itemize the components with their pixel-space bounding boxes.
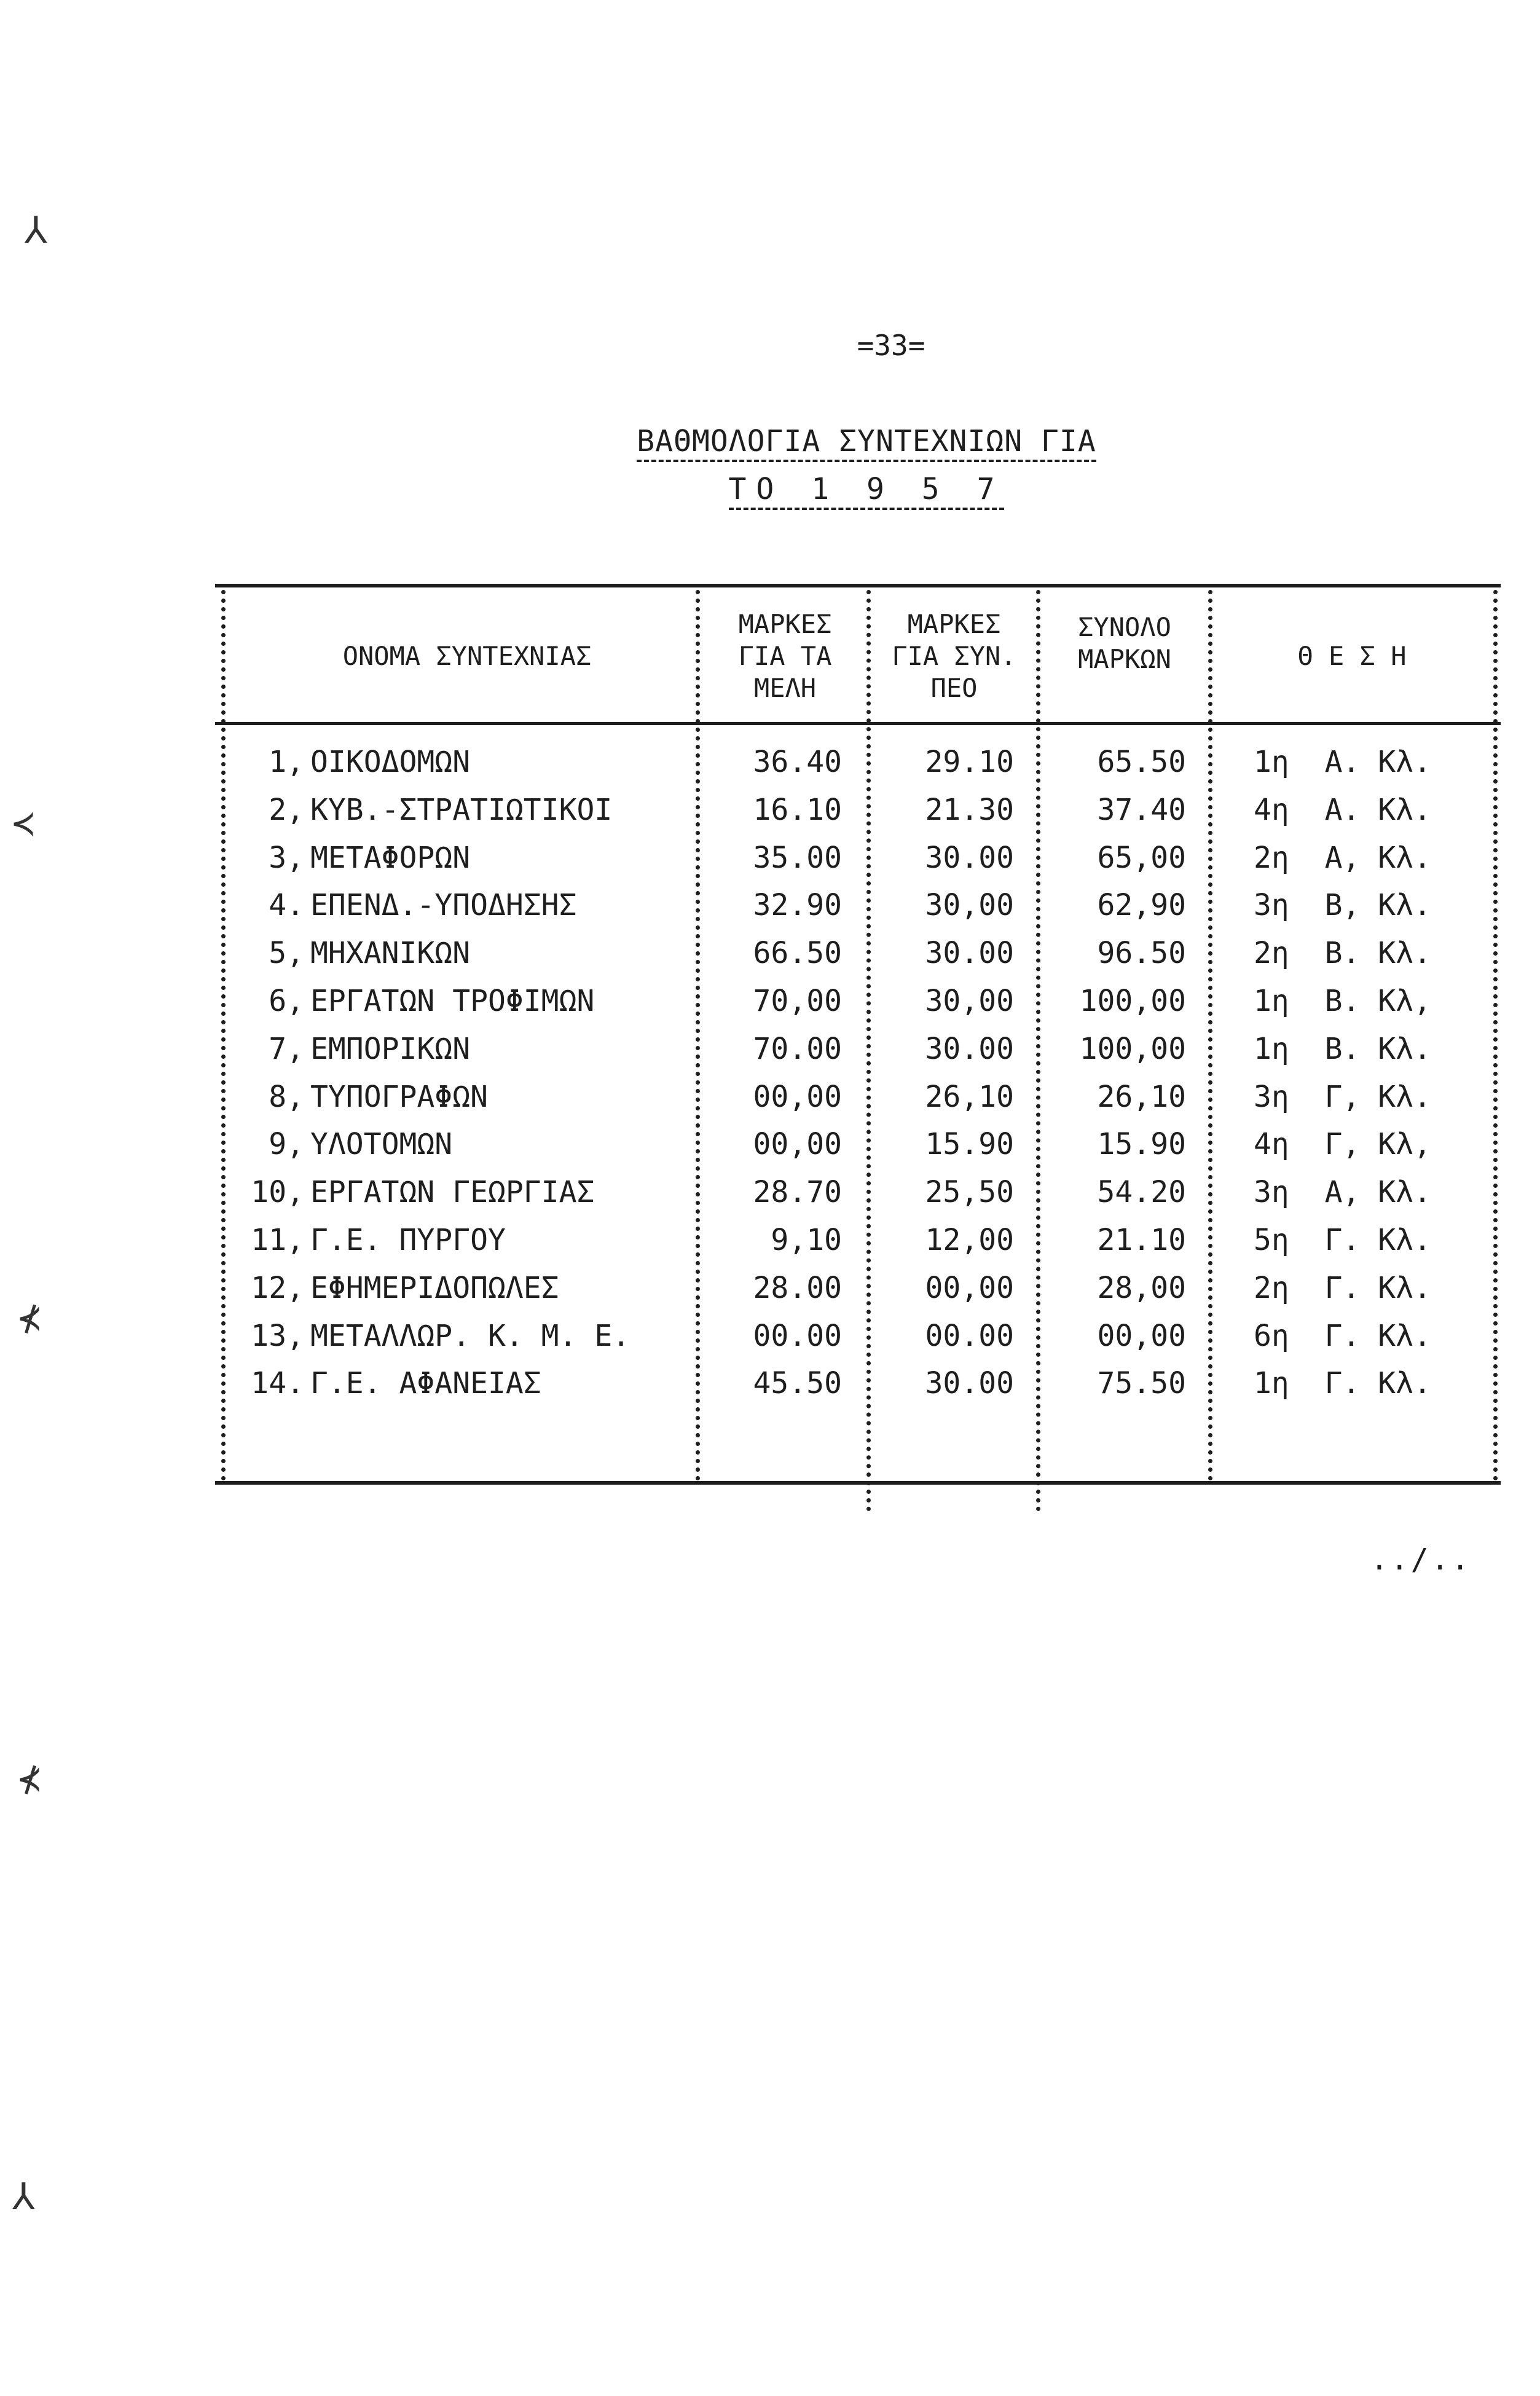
- header-name: ΟΝΟΜΑ ΣΥΝΤΕΧΝΙΑΣ: [342, 641, 592, 671]
- table-top-rule: [215, 584, 1501, 587]
- row-total: 65.50: [1097, 745, 1186, 779]
- row-position: 1η Γ. Κλ.: [1254, 1366, 1431, 1400]
- row-name: ΤΥΠΟΓΡΑΦΩΝ: [310, 1080, 488, 1114]
- row-name: Γ.Ε. ΑΦΑΝΕΙΑΣ: [310, 1366, 541, 1400]
- row-position: 4η Α. Κλ.: [1254, 793, 1431, 827]
- row-members: 28.70: [753, 1175, 842, 1209]
- row-position: 3η Γ, Κλ.: [1254, 1080, 1431, 1114]
- row-number: 3,: [269, 841, 304, 875]
- row-peo: 30.00: [925, 841, 1014, 875]
- row-total: 62,90: [1097, 888, 1186, 922]
- column-separator: [1036, 590, 1040, 1512]
- header-peo: ΜΑΡΚΕΣ ΓΙΑ ΣΥΝ. ΠΕΟ: [892, 609, 1016, 703]
- row-position: 6η Γ. Κλ.: [1254, 1319, 1431, 1353]
- column-separator: [1493, 590, 1498, 1481]
- column-separator: [866, 590, 871, 1512]
- row-number: 5,: [269, 936, 304, 970]
- row-members: 16.10: [753, 793, 842, 827]
- row-number: 7,: [269, 1032, 304, 1066]
- row-position: 3η Β, Κλ.: [1254, 888, 1431, 922]
- row-name: ΕΠΕΝΔ.-ΥΠΟΔΗΣΗΣ: [310, 888, 577, 922]
- row-members: 70,00: [753, 984, 842, 1018]
- row-position: 1η Β. Κλ,: [1254, 984, 1431, 1018]
- row-name: ΚΥΒ.-ΣΤΡΑΤΙΩΤΙΚΟΙ: [310, 793, 613, 827]
- binding-mark: ⅄: [12, 2175, 35, 2218]
- row-name: ΥΛΟΤΟΜΩΝ: [310, 1127, 453, 1161]
- row-members: 00,00: [753, 1127, 842, 1161]
- row-number: 2,: [269, 793, 304, 827]
- row-peo: 25,50: [925, 1175, 1014, 1209]
- row-peo: 21.30: [925, 793, 1014, 827]
- row-peo: 15.90: [925, 1127, 1014, 1161]
- row-number: 11,: [251, 1223, 304, 1257]
- row-peo: 30,00: [925, 984, 1014, 1018]
- row-members: 35.00: [753, 841, 842, 875]
- row-number: 9,: [269, 1127, 304, 1161]
- row-peo: 30.00: [925, 1366, 1014, 1400]
- row-name: ΕΡΓΑΤΩΝ ΓΕΩΡΓΙΑΣ: [310, 1175, 595, 1209]
- row-peo: 30.00: [925, 936, 1014, 970]
- row-total: 21.10: [1097, 1223, 1186, 1257]
- row-total: 100,00: [1079, 1032, 1186, 1066]
- row-number: 1,: [269, 745, 304, 779]
- row-position: 1η Α. Κλ.: [1254, 745, 1431, 779]
- row-peo: 29.10: [925, 745, 1014, 779]
- binding-mark: ⊀: [18, 1297, 41, 1340]
- row-total: 15.90: [1097, 1127, 1186, 1161]
- binding-mark: ⅄: [25, 209, 47, 252]
- row-total: 00,00: [1097, 1319, 1186, 1353]
- row-members: 00,00: [753, 1080, 842, 1114]
- header-position: Θ Ε Σ Η: [1297, 641, 1407, 671]
- row-number: 12,: [251, 1271, 304, 1305]
- row-number: 13,: [251, 1319, 304, 1353]
- row-total: 54.20: [1097, 1175, 1186, 1209]
- row-total: 100,00: [1079, 984, 1186, 1018]
- header-total: ΣΥΝΟΛΟ ΜΑΡΚΩΝ: [1078, 612, 1171, 674]
- row-number: 14.: [251, 1366, 304, 1400]
- row-members: 70.00: [753, 1032, 842, 1066]
- row-total: 28,00: [1097, 1271, 1186, 1305]
- row-position: 1η Β. Κλ.: [1254, 1032, 1431, 1066]
- row-number: 10,: [251, 1175, 304, 1209]
- continuation-mark: ../..: [1370, 1542, 1472, 1577]
- row-position: 2η Β. Κλ.: [1254, 936, 1431, 970]
- header-bottom-rule: [215, 722, 1501, 725]
- row-name: ΕΜΠΟΡΙΚΩΝ: [310, 1032, 471, 1066]
- row-members: 32.90: [753, 888, 842, 922]
- row-members: 45.50: [753, 1366, 842, 1400]
- row-peo: 12,00: [925, 1223, 1014, 1257]
- row-peo: 30.00: [925, 1032, 1014, 1066]
- row-position: 2η Γ. Κλ.: [1254, 1271, 1431, 1305]
- column-separator: [221, 590, 226, 1481]
- row-members: 36.40: [753, 745, 842, 779]
- row-total: 26,10: [1097, 1080, 1186, 1114]
- row-name: ΟΙΚΟΔΟΜΩΝ: [310, 745, 471, 779]
- row-members: 66.50: [753, 936, 842, 970]
- row-name: Γ.Ε. ΠΥΡΓΟΥ: [310, 1223, 506, 1257]
- table-bottom-rule: [215, 1481, 1501, 1485]
- row-number: 8,: [269, 1080, 304, 1114]
- binding-mark: ⊀: [18, 1758, 41, 1801]
- row-number: 4.: [269, 888, 304, 922]
- row-members: 28.00: [753, 1271, 842, 1305]
- table-year: ΤΟ 1 9 5 7: [590, 472, 1143, 506]
- row-position: 2η Α, Κλ.: [1254, 841, 1431, 875]
- row-total: 75.50: [1097, 1366, 1186, 1400]
- row-position: 4η Γ, Κλ,: [1254, 1127, 1431, 1161]
- row-position: 5η Γ. Κλ.: [1254, 1223, 1431, 1257]
- column-separator: [696, 590, 700, 1481]
- row-total: 65,00: [1097, 841, 1186, 875]
- row-total: 37.40: [1097, 793, 1186, 827]
- row-name: ΕΦΗΜΕΡΙΔΟΠΩΛΕΣ: [310, 1271, 559, 1305]
- row-position: 3η Α, Κλ.: [1254, 1175, 1431, 1209]
- row-number: 6,: [269, 984, 304, 1018]
- row-members: 00.00: [753, 1319, 842, 1353]
- table-title: ΒΑΘΜΟΛΟΓΙΑ ΣΥΝΤΕΧΝΙΩΝ ΓΙΑ: [590, 424, 1143, 458]
- row-members: 9,10: [771, 1223, 842, 1257]
- row-name: ΜΕΤΑΛΛΩΡ. Κ. Μ. Ε.: [310, 1319, 631, 1353]
- row-peo: 30,00: [925, 888, 1014, 922]
- row-name: ΜΕΤΑΦΟΡΩΝ: [310, 841, 471, 875]
- row-name: ΜΗΧΑΝΙΚΩΝ: [310, 936, 471, 970]
- binding-mark: ≺: [12, 802, 35, 845]
- row-peo: 00.00: [925, 1319, 1014, 1353]
- row-name: ΕΡΓΑΤΩΝ ΤΡΟΦΙΜΩΝ: [310, 984, 595, 1018]
- column-separator: [1208, 590, 1212, 1481]
- header-members: ΜΑΡΚΕΣ ΓΙΑ ΤΑ ΜΕΛΗ: [738, 609, 832, 703]
- page-number: =33=: [857, 329, 925, 362]
- row-peo: 26,10: [925, 1080, 1014, 1114]
- row-peo: 00,00: [925, 1271, 1014, 1305]
- row-total: 96.50: [1097, 936, 1186, 970]
